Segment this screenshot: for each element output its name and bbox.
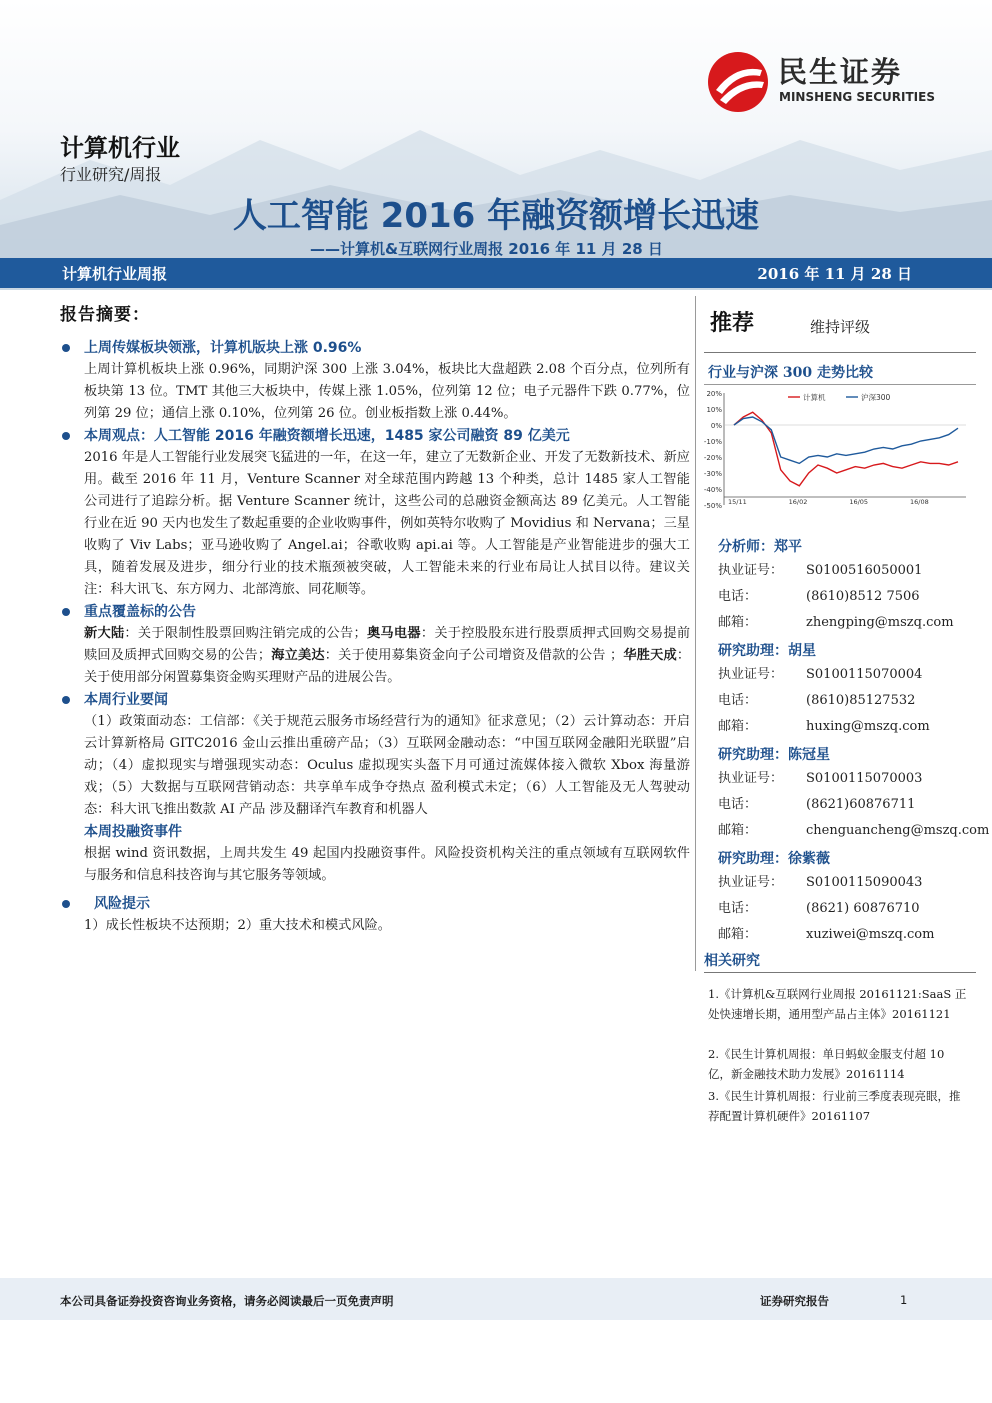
- contact-label: 邮箱：: [718, 719, 758, 734]
- section-title: 本周观点：人工智能 2016 年融资额增长迅速，1485 家公司融资 89 亿美元: [84, 428, 570, 444]
- legend-label: 沪深300: [861, 393, 891, 402]
- contact-label: 执业证号：: [718, 771, 784, 786]
- rating: 推荐: [710, 311, 755, 336]
- section-text: 根据 wind 资讯数据，上周共发生 49 起国内投融资事件。风险投资机构关注的重点领域有互联网软件与服务和信息科技咨询与其它服务等领域。: [84, 846, 690, 883]
- company-name: 华胜天成: [623, 648, 677, 663]
- bullet-icon: [62, 608, 70, 616]
- y-tick-label: -40%: [704, 486, 722, 494]
- x-tick-label: 16/02: [788, 498, 808, 506]
- email-link[interactable]: zhengping@mszq.com: [806, 615, 954, 630]
- page-footer: [0, 1278, 992, 1320]
- company-name: 海立美达: [271, 648, 325, 663]
- divider: [704, 352, 976, 353]
- report-subtitle: ——计算机&互联网行业周报 2016 年 11 月 28 日: [310, 240, 663, 258]
- y-tick-label: -50%: [704, 502, 722, 510]
- license-number: S0100115070003: [806, 771, 923, 786]
- y-tick-label: -20%: [704, 454, 722, 462]
- y-tick-label: 10%: [706, 406, 722, 414]
- x-tick-label: 15/11: [728, 498, 747, 506]
- chart-title: 行业与沪深 300 走势比较: [708, 365, 873, 381]
- section-investment: [60, 821, 690, 843]
- contact-label: 电话：: [718, 901, 758, 916]
- phone-number: (8621) 60876710: [806, 901, 920, 916]
- industry-label: 计算机行业: [60, 134, 180, 162]
- contact-label: 电话：: [718, 589, 758, 604]
- bullet-icon: [62, 432, 70, 440]
- chart-container: [704, 384, 976, 516]
- bar-series-name: 计算机行业周报: [62, 265, 168, 283]
- contact-row: [704, 714, 976, 740]
- contact-block: [704, 744, 990, 844]
- company-name: 新大陆: [84, 626, 125, 641]
- section-title: 本周投融资事件: [84, 824, 182, 840]
- section-text: [60, 623, 690, 689]
- section-text: 2016 年是人工智能行业发展突飞猛进的一年，在这一年，建立了无数新企业、开发了无数新技术、新应用。截至 2016 年 11 月，Venture Scanner 对全球范围内跨越 13 个种类，总计 1485 家人工智能公司进行了追踪分析。据 Venture Scanner 统计，这些公司的总融资金额高达 89 亿美元。人工智能行业在近 90 天内也发生了数起重要的企业收购事件，例如英特尔收购了 Movidius 和 Nervana；三星收购了 Viv Labs；亚马逊收购了 Angel.ai；谷歌收购 api.ai 等。人工智能是产业智能进步的强大工具，随着发展及进步，细分行业的技术瓶颈被突破，人工智能未来的行业布局让人拭目以待。建议关注：科大讯飞、东方网力、北部湾旅、同花顺等。: [84, 450, 690, 597]
- report-kind: 证券研究报告: [760, 1294, 829, 1308]
- section-market: [60, 337, 690, 359]
- license-number: S0100115070004: [806, 667, 923, 682]
- divider: [704, 972, 976, 973]
- contact-label: 执业证号：: [718, 667, 784, 682]
- contact-row: [704, 558, 976, 584]
- y-tick-label: -10%: [704, 438, 722, 446]
- company-name: 奥马电器: [366, 626, 421, 641]
- related-report-link[interactable]: 1.《计算机&互联网行业周报 20161121:SaaS 正处快速增长期，通用型产品占主体》20161121: [708, 987, 967, 1021]
- email-link[interactable]: huxing@mszq.com: [806, 719, 930, 734]
- contact-name: 研究助理：胡星: [718, 643, 816, 659]
- logo-name-en: MINSHENG SECURITIES: [779, 90, 935, 104]
- contact-row: [704, 896, 976, 922]
- trend-chart: [704, 385, 976, 517]
- abstract-heading: 报告摘要：: [60, 305, 150, 325]
- contact-row: [704, 766, 976, 792]
- page-number: 1: [900, 1293, 908, 1307]
- contact-row: [704, 584, 976, 610]
- section-news: [60, 689, 690, 711]
- contact-label: 执业证号：: [718, 875, 784, 890]
- phone-number: (8610)85127532: [806, 693, 916, 708]
- x-tick-label: 16/08: [910, 498, 929, 506]
- license-number: S0100516050001: [806, 563, 923, 578]
- phone-number: (8610)8512 7506: [806, 589, 920, 604]
- bullet-icon: [62, 900, 70, 908]
- section-text: 上周计算机板块上涨 0.96%，同期沪深 300 上涨 3.04%，板块比大盘超跌 2.08 个百分点，位列所有板块第 13 位。TMT 其他三大板块中，传媒上涨 1.05%，位列第 12 位；电子元器件下跌 0.77%，位列第 29 位；通信上涨 0.10%，位列第 26 位。创业板指数上涨 0.44%。: [84, 362, 690, 421]
- series-line: [734, 412, 958, 486]
- section-text: （1）政策面动态：工信部：《关于规范云服务市场经营行为的通知》征求意见；（2）云计算动态：开启云计算新格局 GITC2016 金山云推出重磅产品；（3）互联网金融动态：“中国互联网金融阳光联盟”启动；（4）虚拟现实与增强现实动态：Oculus 虚拟现实头盔下月可通过流媒体接入微软 Xbox 海量游戏；（5）大数据与互联网营销动态：共享单车成争夺热点 盈利模式未定；（6）人工智能及无人驾驶动态：科大讯飞推出数款 AI 产品 涉及翻译汽车教育和机器人: [84, 714, 690, 817]
- contact-row: [704, 662, 976, 688]
- bullet-icon: [62, 344, 70, 352]
- contact-label: 电话：: [718, 693, 758, 708]
- related-heading: 相关研究: [704, 953, 760, 969]
- email-link[interactable]: xuziwei@mszq.com: [806, 927, 935, 942]
- announcement-text: ：关于使用募集资金向子公司增资及借款的公告 ；: [324, 648, 624, 663]
- contact-label: 执业证号：: [718, 563, 784, 578]
- section-title: 重点覆盖标的公告: [84, 604, 196, 620]
- announcement-text: ：关于限制性股票回购注销完成的公告；: [124, 626, 367, 641]
- email-link[interactable]: chenguancheng@mszq.com: [806, 823, 990, 838]
- section-view: [60, 425, 690, 447]
- contact-block: [704, 640, 976, 740]
- contact-label: 邮箱：: [718, 927, 758, 942]
- related-report-link[interactable]: 2.《民生计算机周报：单日蚂蚁金服支付超 10 亿，新金融技术助力发展》20161114: [708, 1047, 945, 1081]
- contact-row: [704, 818, 990, 844]
- contact-row: [704, 922, 976, 948]
- rating-note: 维持评级: [810, 318, 871, 336]
- section-title: 风险提示: [94, 896, 150, 912]
- y-tick-label: -30%: [704, 470, 722, 478]
- phone-number: (8621)60876711: [806, 797, 916, 812]
- section-text: 1）成长性板块不达预期；2）重大技术和模式风险。: [84, 918, 391, 933]
- announcement-text: ：关于使用部分闲置募集资金购买理财产品的进展公告。: [84, 648, 691, 685]
- contact-row: [704, 792, 976, 818]
- logo-name-cn: 民生证券: [778, 55, 903, 89]
- y-tick-label: 0%: [710, 422, 722, 430]
- disclaimer: 本公司具备证券投资咨询业务资格，请务必阅读最后一页免责声明: [60, 1294, 394, 1308]
- series-line: [734, 417, 958, 463]
- contact-label: 电话：: [718, 797, 758, 812]
- contact-name: 分析师：郑平: [718, 539, 802, 555]
- contact-name: 研究助理：陈冠星: [718, 747, 830, 763]
- bar-date: 2016 年 11 月 28 日: [757, 265, 912, 283]
- contact-row: [704, 870, 976, 896]
- contact-row: [704, 610, 976, 636]
- brand-logo: [706, 48, 946, 114]
- contact-block: [704, 848, 976, 948]
- section-announcements: [60, 601, 690, 623]
- contact-label: 邮箱：: [718, 823, 758, 838]
- legend-label: 计算机: [803, 393, 826, 402]
- y-tick-label: 20%: [706, 390, 722, 398]
- section-risk: [60, 893, 690, 915]
- related-report-link[interactable]: 3.《民生计算机周报：行业前三季度表现亮眼，推荐配置计算机硬件》20161107: [708, 1089, 961, 1123]
- report-type: 行业研究/周报: [60, 165, 162, 184]
- announcement-text: ：关于控股股东进行股票质押式回购交易提前赎回及质押式回购交易的公告；: [84, 626, 691, 663]
- contact-name: 研究助理：徐紫薇: [718, 851, 830, 867]
- license-number: S0100115090043: [806, 875, 923, 890]
- contact-label: 邮箱：: [718, 615, 758, 630]
- logo-mark-icon: [706, 50, 770, 114]
- contact-block: [704, 536, 976, 636]
- column-divider: [695, 296, 696, 971]
- contact-row: [704, 688, 976, 714]
- report-title: 人工智能 2016 年融资额增长迅速: [232, 196, 760, 236]
- bullet-icon: [62, 696, 70, 704]
- abstract-column: [60, 300, 690, 937]
- section-title: 本周行业要闻: [84, 692, 168, 708]
- section-title: 上周传媒板块领涨，计算机版块上涨 0.96%: [84, 340, 362, 356]
- x-tick-label: 16/05: [849, 498, 869, 506]
- section-bar: [0, 258, 992, 288]
